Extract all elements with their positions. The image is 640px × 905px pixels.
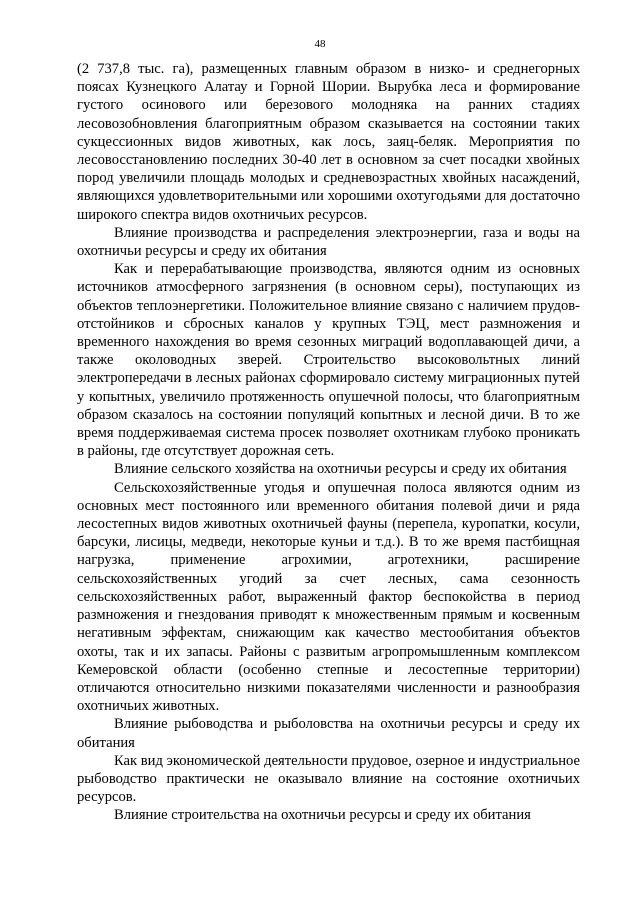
page-body — [77, 60, 580, 825]
section-heading-fishery: Влияние рыбоводства и рыболовства на охотничьи ресурсы и среду их обитания — [77, 716, 580, 751]
section-heading-agriculture: Влияние сельского хозяйства на охотничьи ресурсы и среду их обитания — [114, 461, 567, 478]
paragraph-forest-regeneration: (2 737,8 тыс. га), размещенных главным образом в низко- и среднегорных поясах Кузнецкого Алатау и Горной Шории. Вырубка леса и формирование густого осинового или березового молодняка на ранних стадиях лесовозобновления благоприятным образом сказывается на состоянии таких сукцессионных видов животных, как лось, заяц-беляк. Мероприятия по лесовосстановлению последних 30-40 лет в основном за счет посадки хвойных пород увеличили площадь молодых и средневозрастных хвойных насаждений, являющихся удовлетворительными или хорошими охотугодьями для достаточно широкого спектра видов охотничьих ресурсов. — [77, 61, 580, 223]
paragraph-energy: Как и перерабатывающие производства, являются одним из основных источников атмосферного загрязнения (в основном серы), поступающих из объектов теплоэнергетики. Положительное влияние связано с наличием прудов-отстойников и сбросных каналов у крупных ТЭЦ, мест размножения и временного нахождения во время сезонных миграций водоплавающей дичи, а также околоводных зверей. Строительство высоковольтных линий электропередачи в лесных районах сформировало систему миграционных путей у копытных, увеличило протяженность опушечной полосы, что благоприятным образом сказалось на состоянии популяций копытных и лесной дичи. В то же время поддерживаемая система просек позволяет охотникам глубоко проникать в районы, где отсутствует дорожная сеть. — [77, 261, 580, 460]
page-number: 48 — [314, 38, 326, 50]
section-heading-construction: Влияние строительства на охотничьи ресурсы и среду их обитания — [114, 807, 531, 824]
section-heading-energy: Влияние производства и распределения электроэнергии, газа и воды на охотничьи ресурсы и среду их обитания — [77, 224, 580, 260]
paragraph-fishery: Как вид экономической деятельности прудовое, озерное и индустриальное рыбоводство практически не оказывало влияние на состояние охотничьих ресурсов. — [77, 752, 580, 806]
paragraph-agriculture: Сельскохозяйственные угодья и опушечная полоса являются одним из основных мест постоянного или временного обитания полевой дичи и ряда лесостепных видов животных охотничьей фауны (перепела, куропатки, косули, барсуки, лисицы, медведи, некоторые куньи и т.д.). В то же время пастбищная нагрузка, применение агрохимии, агротехники, расширение сельскохозяйственных угодий за счет лесных, сама сезонность сельскохозяйственных работ, выраженный фактор беспокойства в период размножения и гнездования приводят к множественным прямым и косвенным негативным эффектам, снижающим как качество местообитания объектов охоты, так и их запасы. Районы с развитым агропромышленным комплексом Кемеровской области (особенно степные и лесостепные территории) отличаются относительно низкими показателями численности и разнообразия охотничьих животных. — [77, 479, 580, 715]
